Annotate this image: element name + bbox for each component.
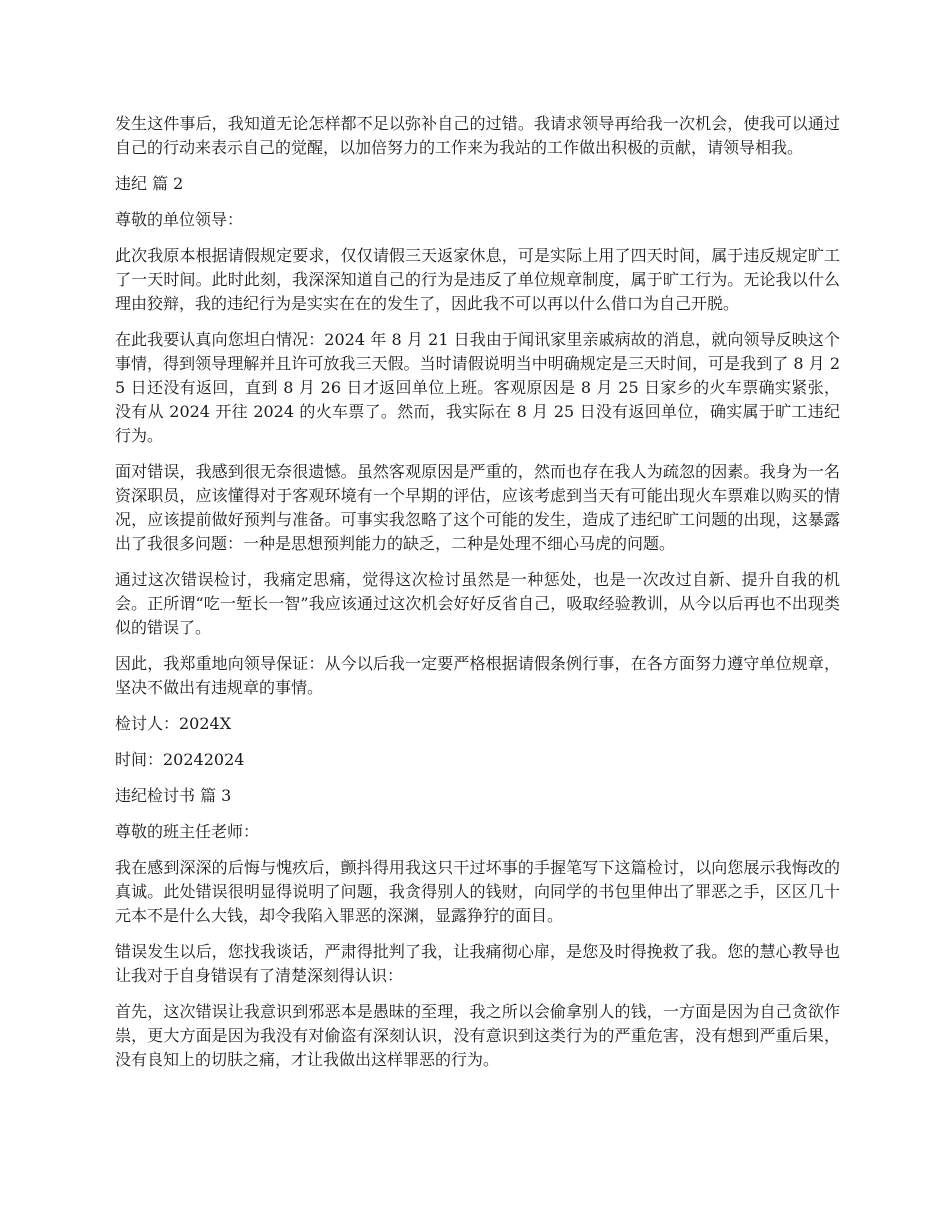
paragraph-situation-details: 在此我要认真向您坦白情况：2024 年 8 月 21 日我由于闻讯家里亲戚病故的消息，就向领导反映这个事情，得到领导理解并且许可放我三天假。当时请假说明当中明确规定是三天时间，可是我到了 8 月 25 日还没有返回，直到 8 月 26 日才返回单位上班。客观原因是 8 月 25 日家乡的火车票确实紧张，没有从 2024 开往 2024 的火车票了。然而，我实际在 8 月 25 日没有返回单位，确实属于旷工违纪行为。 xyxy=(115,330,840,445)
signature-line: 检讨人：2024X xyxy=(115,714,232,733)
date-line: 时间：20242024 xyxy=(115,750,245,769)
paragraph-teacher-talk: 错误发生以后，您找我谈话，严肃得批判了我，让我痛彻心扉，是您及时得挽救了我。您的慧心教导也让我对于自身错误有了清楚深刻得认识： xyxy=(115,942,840,985)
section-heading-2: 违纪 篇 2 xyxy=(115,174,184,193)
paragraph-lesson-learned: 通过这次错误检讨，我痛定思痛，觉得这次检讨虽然是一种惩处，也是一次改过自新、提升自我的机会。正所谓“吃一堑长一智”我应该通过这次机会好好反省自己，吸取经验教训，从今以后再也不出现类似的错误了。 xyxy=(115,570,840,637)
salutation-unit-leader: 尊敬的单位领导： xyxy=(115,210,244,229)
paragraph-apology-closing: 发生这件事后，我知道无论怎样都不足以弥补自己的过错。我请求领导再给我一次机会，使我可以通过自己的行动来表示自己的觉醒，以加倍努力的工作来为我站的工作做出积极的贡献，请领导相我。 xyxy=(115,114,840,157)
document-body xyxy=(115,112,840,1084)
salutation-teacher: 尊敬的班主任老师： xyxy=(115,822,260,841)
paragraph-first-realization: 首先，这次错误让我意识到邪恶本是愚昧的至理，我之所以会偷拿别人的钱，一方面是因为自己贪欲作祟，更大方面是因为我没有对偷盗有深刻认识，没有意识到这类行为的严重危害，没有想到严重后果，没有良知上的切肤之痛，才让我做出这样罪恶的行为。 xyxy=(115,1002,840,1069)
paragraph-absence-summary: 此次我原本根据请假规定要求，仅仅请假三天返家休息，可是实际上用了四天时间，属于违反规定旷工了一天时间。此时此刻，我深深知道自己的行为是违反了单位规章制度，属于旷工行为。无论我以什么理由狡辩，我的违纪行为是实实在在的发生了，因此我不可以再以什么借口为自己开脱。 xyxy=(115,246,840,313)
section-heading-3: 违纪检讨书 篇 3 xyxy=(115,786,232,805)
paragraph-confession: 我在感到深深的后悔与愧疚后，颤抖得用我这只干过坏事的手握笔写下这篇检讨，以向您展示我悔改的真诚。此处错误很明显得说明了问题，我贪得别人的钱财，向同学的书包里伸出了罪恶之手，区区几十元本不是什么大钱，却令我陷入罪恶的深渊，显露狰狞的面目。 xyxy=(115,858,840,925)
paragraph-pledge: 因此，我郑重地向领导保证：从今以后我一定要严格根据请假条例行事，在各方面努力遵守单位规章，坚决不做出有违规章的事情。 xyxy=(115,654,840,697)
paragraph-reflection: 面对错误，我感到很无奈很遗憾。虽然客观原因是严重的，然而也存在我人为疏忽的因素。我身为一名资深职员，应该懂得对于客观环境有一个早期的评估，应该考虑到当天有可能出现火车票难以购买的情况，应该提前做好预判与准备。可事实我忽略了这个可能的发生，造成了违纪旷工问题的出现，这暴露出了我很多问题：一种是思想预判能力的缺乏，二种是处理不细心马虎的问题。 xyxy=(115,462,840,553)
